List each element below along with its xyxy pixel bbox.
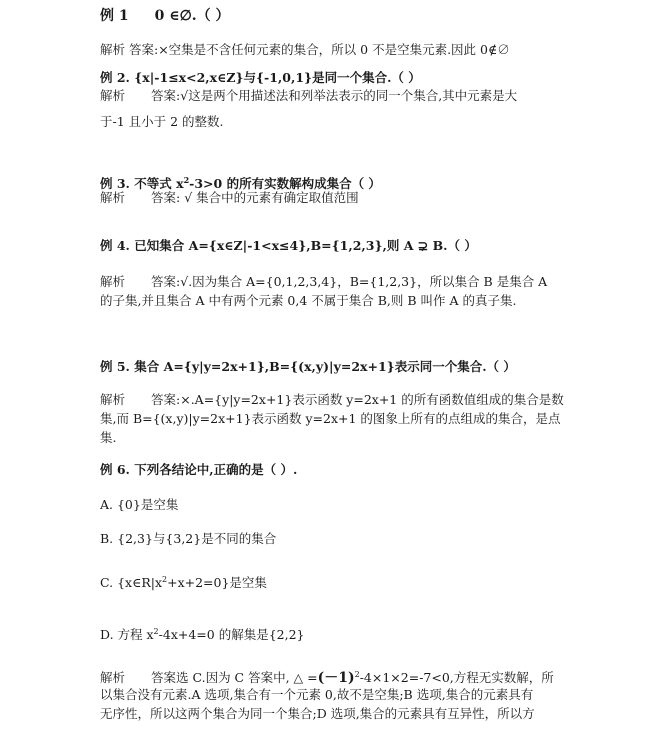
ex2-analysis <box>100 88 517 104</box>
ex1-statement: 0 ∈∅.（ ） <box>154 8 230 24</box>
ex2-heading <box>100 70 421 86</box>
ex5-statement: 集合 A={y|y=2x+1},B={(x,y)|y=2x+1}表示同一个集合.（ ） <box>134 359 516 374</box>
ex1-analysis-text: 答案:×空集是不含任何元素的集合，所以 0 不是空集元素.因此 0∉∅ <box>129 42 510 57</box>
ex4-analysis-line2: 的子集,并且集合 A 中有两个元素 0,4 不属于集合 B,则 B 叫作 A 的真子集. <box>100 293 517 308</box>
ex2-statement: {x|-1≤x<2,x∈Z}与{-1,0,1}是同一个集合.（ ） <box>134 70 421 85</box>
ex4-statement: 已知集合 A={x∈Z|-1<x≤4},B={1,2,3},则 A ⊋ B.（ ） <box>134 238 477 253</box>
ex6-analysis-line1-b: -4×1×2=-7<0,方程无实数解，所 <box>359 670 554 685</box>
ex2-analysis-line1: 答案:√这是两个用描述法和列举法表示的同一个集合,其中元素是大 <box>151 88 518 103</box>
ex5-analysis <box>100 392 564 408</box>
ex4-title: 例 4. <box>100 238 130 253</box>
ex3-title: 例 3. <box>100 176 130 191</box>
ex2-analysis-line2: 于-1 且小于 2 的整数. <box>100 114 224 129</box>
ex6-option-d-sup: 2 <box>153 627 159 636</box>
ex6-option-a: A. {0}是空集 <box>100 497 179 512</box>
ex3-statement-b: -3>0 的所有实数解构成集合（ ） <box>189 176 381 191</box>
ex3-analysis <box>100 190 359 206</box>
ex6-heading <box>100 462 297 478</box>
ex6-analysis-line3: 无序性，所以这两个集合为同一个集合;D 选项,集合的元素具有互异性，所以方 <box>100 706 535 721</box>
ex4-heading <box>100 238 477 254</box>
ex1-title: 例 1 <box>100 8 129 24</box>
ex6-option-d-b: -4x+4=0 的解集是{2,2} <box>158 627 305 642</box>
ex3-statement-a: 不等式 x <box>134 176 184 191</box>
ex3-analysis-label: 解析 <box>100 190 126 205</box>
ex5-analysis-line3: 集. <box>100 430 117 445</box>
ex6-option-c-sup: 2 <box>162 575 168 584</box>
ex6-analysis-line2: 以集合没有元素.A 选项,集合有一个元素 0,故不是空集;B 选项,集合的元素具有 <box>100 687 534 702</box>
ex4-analysis <box>100 274 547 290</box>
ex6-option-c-a: C. {x∈R|x <box>100 575 162 590</box>
ex6-option-c-b: +x+2=0}是空集 <box>167 575 267 590</box>
ex3-statement-sup: 2 <box>183 175 190 185</box>
ex5-title: 例 5. <box>100 359 130 374</box>
ex6-analysis-line1-a: 答案选 C.因为 C 答案中, △ = <box>151 670 318 685</box>
ex6-analysis-line1-sup: 2 <box>354 670 360 679</box>
ex4-analysis-line1: 答案:√.因为集合 A={0,1,2,3,4}，B={1,2,3}，所以集合 B 是集合 A <box>151 274 548 289</box>
ex5-heading <box>100 359 516 375</box>
ex6-option-b: B. {2,3}与{3,2}是不同的集合 <box>100 531 277 546</box>
ex1-heading <box>100 8 230 24</box>
ex6-analysis-line1-big: (－1) <box>317 670 355 686</box>
ex6-option-d <box>100 624 304 643</box>
ex3-heading <box>100 172 381 192</box>
ex6-option-d-a: D. 方程 x <box>100 627 154 642</box>
ex6-analysis <box>100 667 554 686</box>
ex1-analysis-label: 解析 <box>100 42 126 57</box>
ex5-analysis-line2: 集,而 B={(x,y)|y=2x+1}表示函数 y=2x+1 的图象上所有的点组成的集合，是点 <box>100 411 561 426</box>
ex2-analysis-label: 解析 <box>100 88 126 103</box>
ex6-statement: 下列各结论中,正确的是（ ）. <box>134 462 298 477</box>
ex6-option-c <box>100 572 267 591</box>
ex5-analysis-line1: 答案:×.A={y|y=2x+1}表示函数 y=2x+1 的所有函数值组成的集合是数 <box>151 392 564 407</box>
ex1-analysis <box>100 42 510 58</box>
ex6-analysis-label: 解析 <box>100 670 126 685</box>
ex4-analysis-label: 解析 <box>100 274 126 289</box>
ex5-analysis-label: 解析 <box>100 392 126 407</box>
ex6-title: 例 6. <box>100 462 130 477</box>
ex2-title: 例 2. <box>100 70 130 85</box>
ex3-analysis-text: 答案: √ 集合中的元素有确定取值范围 <box>151 190 359 205</box>
